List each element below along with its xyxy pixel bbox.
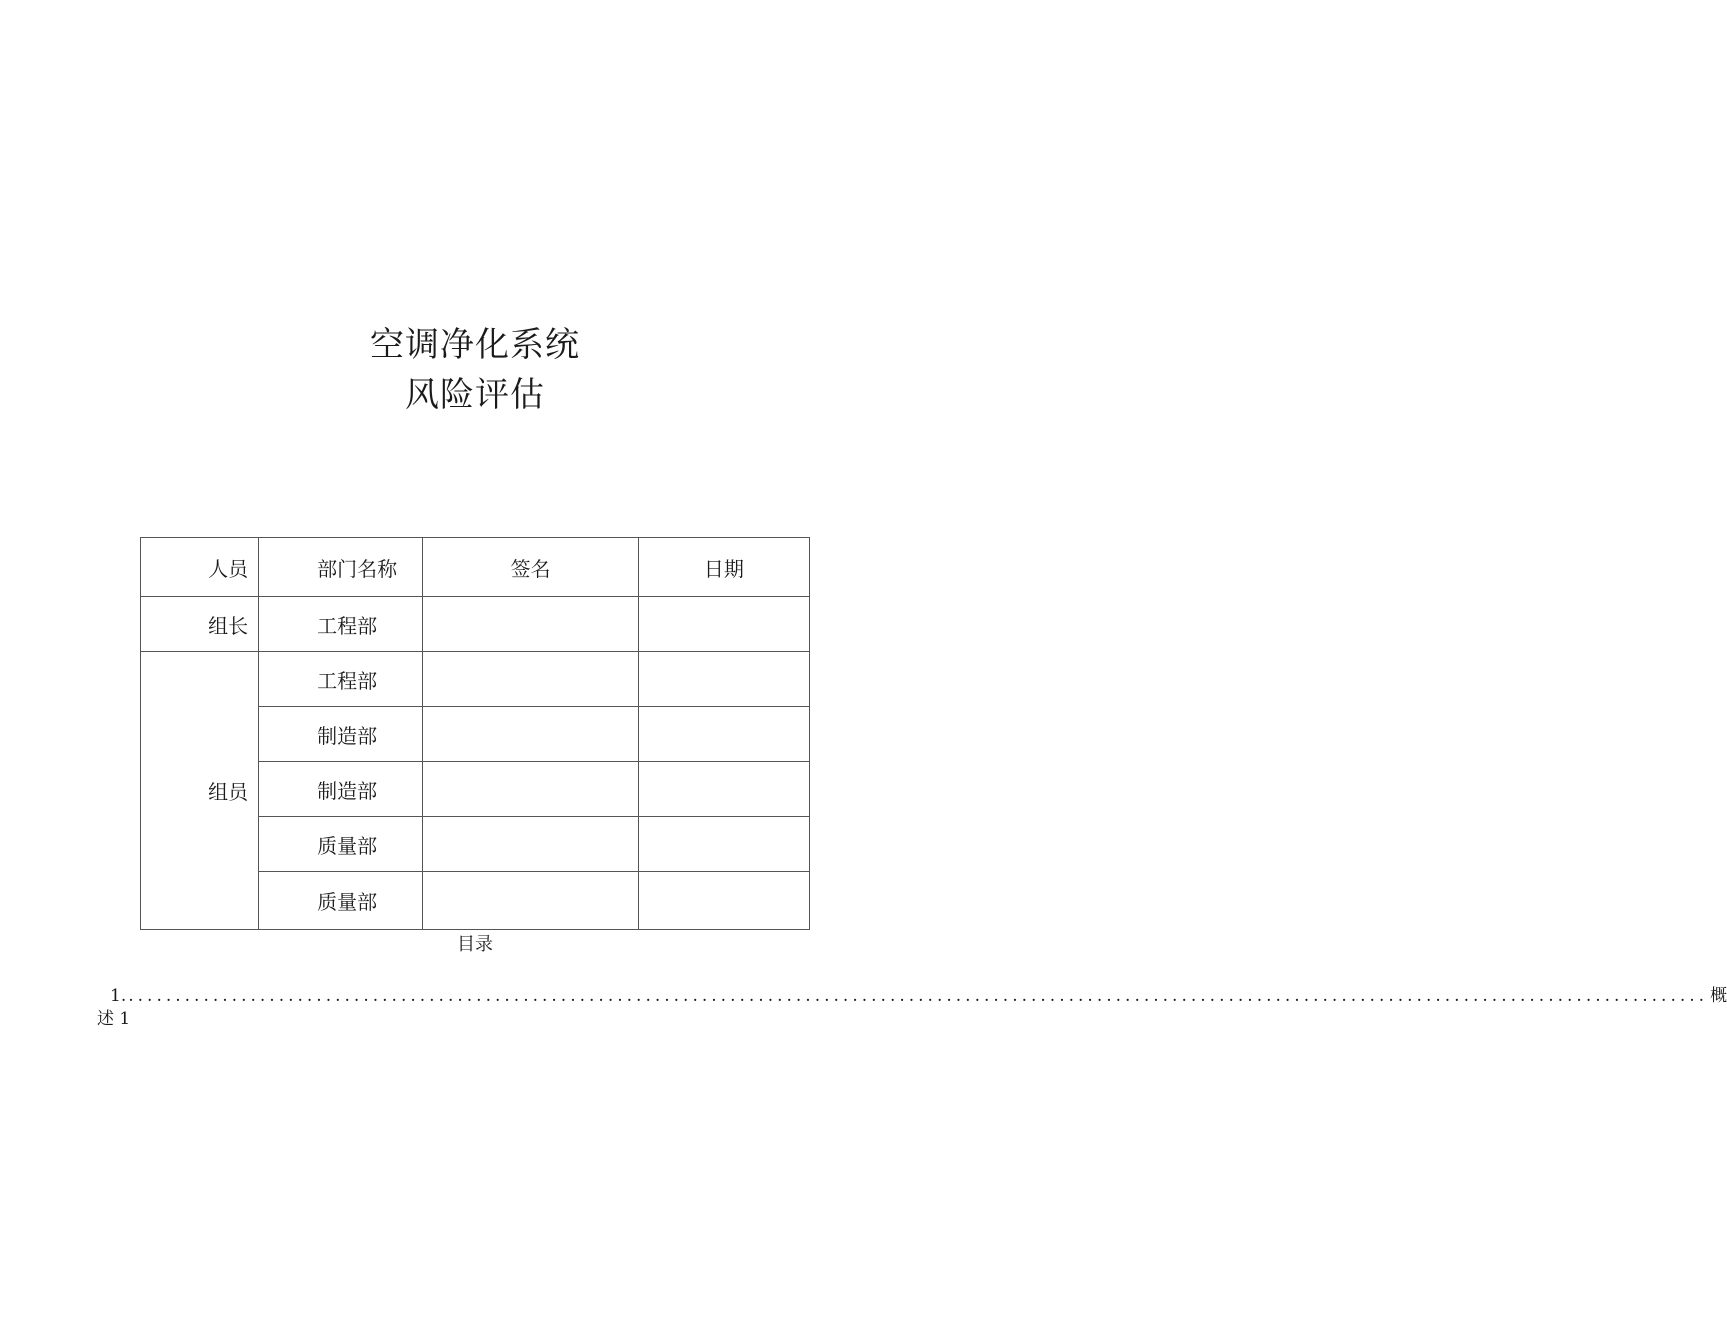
members-role: 组员 [141,652,259,930]
toc-entry[interactable] [110,985,1727,1007]
document-title [0,320,950,420]
member-signature [423,872,638,930]
toc-entry-page: 1 [119,1009,131,1029]
toc-entry-continuation[interactable] [97,1008,130,1030]
toc-entry-number: 1. [110,986,127,1006]
member-date [638,817,809,872]
header-department: 部门名称 [259,538,423,597]
member-signature [423,707,638,762]
member-department: 质量部 [259,872,423,930]
leader-signature [423,597,638,652]
member-signature [423,817,638,872]
signature-table [140,537,810,930]
member-department: 制造部 [259,707,423,762]
toc-entry-name-part2: 述 [97,1009,114,1029]
member-date [638,872,809,930]
member-date [638,707,809,762]
header-person: 人员 [141,538,259,597]
member-department: 质量部 [259,817,423,872]
member-date [638,762,809,817]
member-date [638,652,809,707]
table-row [141,652,810,707]
header-signature: 签名 [423,538,638,597]
leader-date [638,597,809,652]
leader-role: 组长 [141,597,259,652]
member-department: 制造部 [259,762,423,817]
header-date: 日期 [638,538,809,597]
table-row-leader [141,597,810,652]
toc-title: 目录 [457,934,493,955]
table-header-row [141,538,810,597]
leader-department: 工程部 [259,597,423,652]
member-signature [423,762,638,817]
title-line-2: 风险评估 [405,375,545,415]
title-line-1: 空调净化系统 [370,325,580,365]
member-signature [423,652,638,707]
member-department: 工程部 [259,652,423,707]
toc-leader-dots: ........................................................................................................................................................................ [128,986,1709,1006]
toc-entry-name-part1: 概 [1710,986,1727,1006]
